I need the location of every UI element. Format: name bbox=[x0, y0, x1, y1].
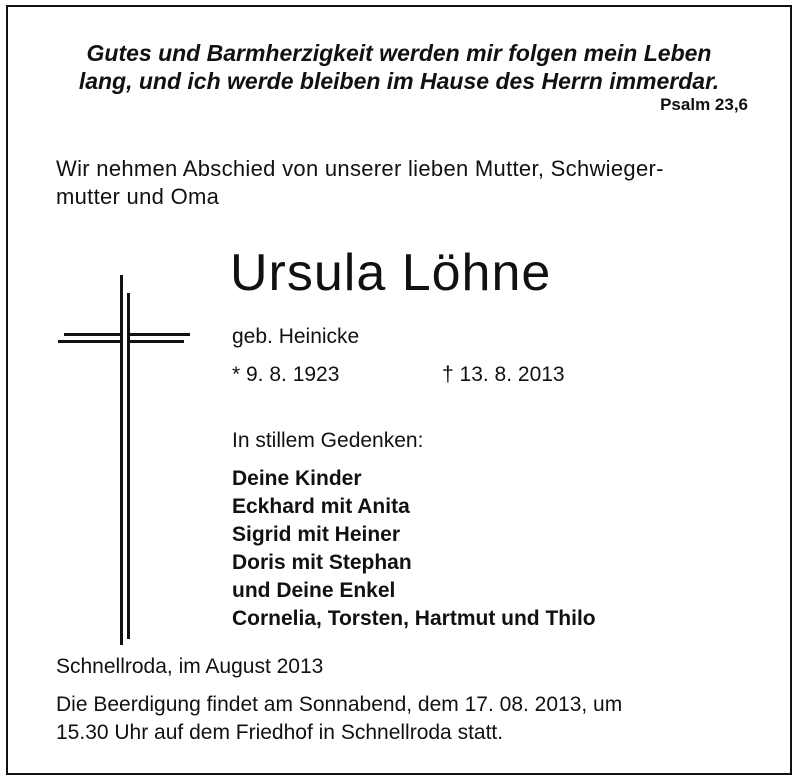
intro-line-1: Wir nehmen Abschied von unserer lieben Mutter, Schwieger- bbox=[56, 156, 664, 181]
mourner-line: Cornelia, Torsten, Hartmut und Thilo bbox=[232, 607, 596, 630]
cross-icon bbox=[52, 275, 192, 645]
memory-label: In stillem Gedenken: bbox=[232, 429, 424, 452]
place-date: Schnellroda, im August 2013 bbox=[56, 655, 324, 678]
mourner-line: Sigrid mit Heiner bbox=[232, 523, 401, 546]
verse-line-1: Gutes und Barmherzigkeit werden mir folgen mein Leben bbox=[86, 40, 712, 66]
mourner-line: Eckhard mit Anita bbox=[232, 495, 410, 518]
obituary-notice bbox=[6, 5, 792, 775]
funeral-line-2: 15.30 Uhr auf dem Friedhof in Schnellroda statt. bbox=[56, 721, 504, 744]
mourners-list bbox=[232, 465, 596, 633]
double-line-cross-icon bbox=[52, 275, 192, 645]
deceased-name: Ursula Löhne bbox=[230, 244, 552, 302]
birth-name: geb. Heinicke bbox=[232, 325, 360, 348]
verse-line-2: lang, und ich werde bleiben im Hause des Herrn immerdar. bbox=[78, 68, 720, 94]
verse-reference: Psalm 23,6 bbox=[660, 95, 748, 114]
funeral-line-1: Die Beerdigung findet am Sonnabend, dem 17. 08. 2013, um bbox=[56, 693, 623, 716]
birth-date: * 9. 8. 1923 bbox=[232, 363, 340, 386]
bible-verse bbox=[8, 39, 790, 95]
mourner-line: und Deine Enkel bbox=[232, 579, 396, 602]
death-date: † 13. 8. 2013 bbox=[442, 363, 565, 386]
mourner-line: Doris mit Stephan bbox=[232, 551, 412, 574]
funeral-info bbox=[56, 691, 776, 747]
intro-text bbox=[56, 155, 756, 211]
mourner-line: Deine Kinder bbox=[232, 467, 362, 490]
intro-line-2: mutter und Oma bbox=[56, 184, 220, 209]
